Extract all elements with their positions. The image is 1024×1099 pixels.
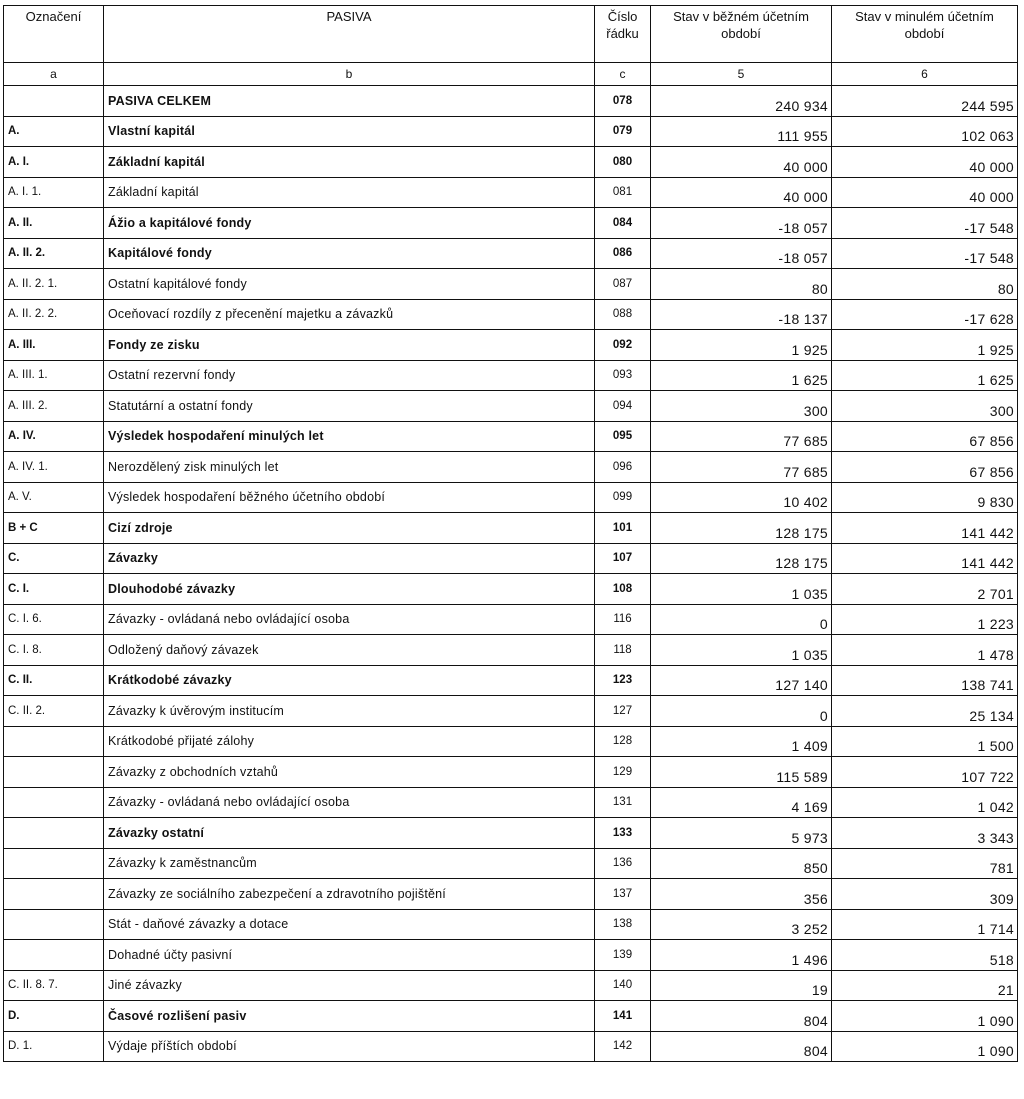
row-name: Fondy ze zisku — [104, 330, 595, 361]
row-previous-value: 1 478 — [832, 635, 1018, 666]
row-code: A. I. — [4, 147, 104, 178]
table-row — [4, 299, 1018, 330]
row-current-value: 10 402 — [651, 482, 832, 513]
row-code: C. I. — [4, 574, 104, 605]
table-row — [4, 1001, 1018, 1032]
row-code: B + C — [4, 513, 104, 544]
table-row — [4, 330, 1018, 361]
row-code: A. — [4, 116, 104, 147]
row-name: Výsledek hospodaření minulých let — [104, 421, 595, 452]
table-row — [4, 940, 1018, 971]
table-row — [4, 604, 1018, 635]
header-sub-6: 6 — [832, 63, 1018, 86]
row-number: 094 — [595, 391, 651, 422]
row-number: 079 — [595, 116, 651, 147]
row-name: Výsledek hospodaření běžného účetního období — [104, 482, 595, 513]
row-number: 086 — [595, 238, 651, 269]
row-previous-value: 1 500 — [832, 726, 1018, 757]
row-previous-value: 1 090 — [832, 1031, 1018, 1062]
table-row — [4, 116, 1018, 147]
table-row — [4, 543, 1018, 574]
row-current-value: 40 000 — [651, 147, 832, 178]
table-row — [4, 482, 1018, 513]
row-name: Statutární a ostatní fondy — [104, 391, 595, 422]
row-name: Závazky - ovládaná nebo ovládající osoba — [104, 604, 595, 635]
row-name: Ostatní kapitálové fondy — [104, 269, 595, 300]
row-current-value: 4 169 — [651, 787, 832, 818]
row-code — [4, 86, 104, 117]
row-number: 088 — [595, 299, 651, 330]
row-code: D. 1. — [4, 1031, 104, 1062]
row-number: 123 — [595, 665, 651, 696]
row-previous-value: 141 442 — [832, 543, 1018, 574]
table-row — [4, 86, 1018, 117]
row-code: A. IV. — [4, 421, 104, 452]
row-current-value: 128 175 — [651, 513, 832, 544]
row-previous-value: 25 134 — [832, 696, 1018, 727]
row-current-value: -18 057 — [651, 238, 832, 269]
row-number: 092 — [595, 330, 651, 361]
row-name: Cizí zdroje — [104, 513, 595, 544]
table-row — [4, 208, 1018, 239]
table-row — [4, 970, 1018, 1001]
row-current-value: 804 — [651, 1031, 832, 1062]
row-name: Závazky - ovládaná nebo ovládající osoba — [104, 787, 595, 818]
table-row — [4, 848, 1018, 879]
row-current-value: 115 589 — [651, 757, 832, 788]
row-current-value: 1 496 — [651, 940, 832, 971]
row-name: Dohadné účty pasivní — [104, 940, 595, 971]
row-code: C. II. — [4, 665, 104, 696]
row-number: 137 — [595, 879, 651, 910]
row-previous-value: 21 — [832, 970, 1018, 1001]
table-row — [4, 726, 1018, 757]
table-row — [4, 360, 1018, 391]
row-code: A. V. — [4, 482, 104, 513]
row-number: 087 — [595, 269, 651, 300]
row-name: Základní kapitál — [104, 147, 595, 178]
row-previous-value: 138 741 — [832, 665, 1018, 696]
row-number: 084 — [595, 208, 651, 239]
row-previous-value: 1 223 — [832, 604, 1018, 635]
row-number: 116 — [595, 604, 651, 635]
row-code — [4, 879, 104, 910]
row-name: Závazky — [104, 543, 595, 574]
row-current-value: 0 — [651, 696, 832, 727]
row-current-value: 111 955 — [651, 116, 832, 147]
row-code — [4, 848, 104, 879]
row-name: Vlastní kapitál — [104, 116, 595, 147]
row-name: Nerozdělený zisk minulých let — [104, 452, 595, 483]
row-previous-value: 40 000 — [832, 177, 1018, 208]
row-previous-value: 518 — [832, 940, 1018, 971]
row-name: Základní kapitál — [104, 177, 595, 208]
row-name: Časové rozlišení pasiv — [104, 1001, 595, 1032]
row-code — [4, 757, 104, 788]
row-number: 141 — [595, 1001, 651, 1032]
row-name: Závazky z obchodních vztahů — [104, 757, 595, 788]
table-row — [4, 421, 1018, 452]
row-number: 081 — [595, 177, 651, 208]
row-current-value: 1 035 — [651, 574, 832, 605]
row-code: C. II. 8. 7. — [4, 970, 104, 1001]
row-previous-value: 67 856 — [832, 421, 1018, 452]
row-number: 093 — [595, 360, 651, 391]
row-previous-value: 9 830 — [832, 482, 1018, 513]
table-body — [4, 86, 1018, 1062]
row-number: 107 — [595, 543, 651, 574]
row-name: Krátkodobé závazky — [104, 665, 595, 696]
row-name: Dlouhodobé závazky — [104, 574, 595, 605]
header-oznaceni: Označení — [4, 6, 104, 63]
row-previous-value: 781 — [832, 848, 1018, 879]
row-code: A. III. 1. — [4, 360, 104, 391]
header-sub-c: c — [595, 63, 651, 86]
row-name: Krátkodobé přijaté zálohy — [104, 726, 595, 757]
row-number: 101 — [595, 513, 651, 544]
header-sub-5: 5 — [651, 63, 832, 86]
row-previous-value: 3 343 — [832, 818, 1018, 849]
row-name: Ážio a kapitálové fondy — [104, 208, 595, 239]
row-previous-value: 300 — [832, 391, 1018, 422]
row-number: 133 — [595, 818, 651, 849]
row-number: 138 — [595, 909, 651, 940]
table-row — [4, 177, 1018, 208]
row-current-value: 1 625 — [651, 360, 832, 391]
table-row — [4, 757, 1018, 788]
row-previous-value: -17 548 — [832, 238, 1018, 269]
row-current-value: -18 057 — [651, 208, 832, 239]
row-previous-value: 244 595 — [832, 86, 1018, 117]
row-current-value: 356 — [651, 879, 832, 910]
row-current-value: 1 925 — [651, 330, 832, 361]
row-name: Závazky k úvěrovým institucím — [104, 696, 595, 727]
row-current-value: 128 175 — [651, 543, 832, 574]
table-row — [4, 147, 1018, 178]
row-code: A. III. — [4, 330, 104, 361]
row-code — [4, 818, 104, 849]
row-previous-value: 1 090 — [832, 1001, 1018, 1032]
table-row — [4, 818, 1018, 849]
row-code: A. II. 2. 2. — [4, 299, 104, 330]
row-current-value: 300 — [651, 391, 832, 422]
row-code: A. II. 2. — [4, 238, 104, 269]
row-number: 128 — [595, 726, 651, 757]
row-code: C. I. 8. — [4, 635, 104, 666]
row-number: 096 — [595, 452, 651, 483]
row-code: A. II. 2. 1. — [4, 269, 104, 300]
row-number: 131 — [595, 787, 651, 818]
row-number: 136 — [595, 848, 651, 879]
row-number: 140 — [595, 970, 651, 1001]
row-current-value: 804 — [651, 1001, 832, 1032]
header-bezne-obdobi: Stav v běžném účetním období — [651, 6, 832, 63]
row-previous-value: 1 925 — [832, 330, 1018, 361]
row-code: A. II. — [4, 208, 104, 239]
row-previous-value: 102 063 — [832, 116, 1018, 147]
table-row — [4, 513, 1018, 544]
row-number: 078 — [595, 86, 651, 117]
row-code — [4, 787, 104, 818]
row-current-value: 19 — [651, 970, 832, 1001]
table-row — [4, 696, 1018, 727]
row-number: 108 — [595, 574, 651, 605]
row-previous-value: 67 856 — [832, 452, 1018, 483]
row-previous-value: 1 714 — [832, 909, 1018, 940]
row-code: A. IV. 1. — [4, 452, 104, 483]
table-row — [4, 238, 1018, 269]
row-code — [4, 940, 104, 971]
row-name: Kapitálové fondy — [104, 238, 595, 269]
table-row — [4, 574, 1018, 605]
table-row — [4, 269, 1018, 300]
row-current-value: 80 — [651, 269, 832, 300]
row-current-value: 127 140 — [651, 665, 832, 696]
row-previous-value: 2 701 — [832, 574, 1018, 605]
row-current-value: 77 685 — [651, 452, 832, 483]
row-code: C. — [4, 543, 104, 574]
row-previous-value: 107 722 — [832, 757, 1018, 788]
row-current-value: 850 — [651, 848, 832, 879]
header-sub-b: b — [104, 63, 595, 86]
header-sub-a: a — [4, 63, 104, 86]
row-number: 099 — [595, 482, 651, 513]
row-code: A. I. 1. — [4, 177, 104, 208]
row-code: A. III. 2. — [4, 391, 104, 422]
row-number: 080 — [595, 147, 651, 178]
row-previous-value: 40 000 — [832, 147, 1018, 178]
row-previous-value: -17 548 — [832, 208, 1018, 239]
table-row — [4, 909, 1018, 940]
row-current-value: 0 — [651, 604, 832, 635]
row-number: 127 — [595, 696, 651, 727]
row-current-value: 240 934 — [651, 86, 832, 117]
row-code: C. I. 6. — [4, 604, 104, 635]
row-number: 095 — [595, 421, 651, 452]
row-previous-value: 1 042 — [832, 787, 1018, 818]
row-name: Výdaje příštích období — [104, 1031, 595, 1062]
row-name: Oceňovací rozdíly z přecenění majetku a závazků — [104, 299, 595, 330]
row-code: D. — [4, 1001, 104, 1032]
row-number: 139 — [595, 940, 651, 971]
table-row — [4, 665, 1018, 696]
table-row — [4, 787, 1018, 818]
row-current-value: 1 035 — [651, 635, 832, 666]
row-current-value: 77 685 — [651, 421, 832, 452]
row-current-value: 3 252 — [651, 909, 832, 940]
row-previous-value: 1 625 — [832, 360, 1018, 391]
row-name: Stát - daňové závazky a dotace — [104, 909, 595, 940]
header-pasiva: PASIVA — [104, 6, 595, 63]
row-name: Odložený daňový závazek — [104, 635, 595, 666]
row-name: PASIVA CELKEM — [104, 86, 595, 117]
row-previous-value: 309 — [832, 879, 1018, 910]
table-row — [4, 452, 1018, 483]
table-row — [4, 1031, 1018, 1062]
header-minule-obdobi: Stav v minulém účetním období — [832, 6, 1018, 63]
row-current-value: 40 000 — [651, 177, 832, 208]
row-current-value: 1 409 — [651, 726, 832, 757]
header-cislo-radku: Číslo řádku — [595, 6, 651, 63]
row-previous-value: 80 — [832, 269, 1018, 300]
row-previous-value: 141 442 — [832, 513, 1018, 544]
row-previous-value: -17 628 — [832, 299, 1018, 330]
row-name: Závazky ze sociálního zabezpečení a zdravotního pojištění — [104, 879, 595, 910]
row-number: 142 — [595, 1031, 651, 1062]
row-name: Jiné závazky — [104, 970, 595, 1001]
row-current-value: 5 973 — [651, 818, 832, 849]
row-code — [4, 726, 104, 757]
row-code — [4, 909, 104, 940]
row-name: Závazky ostatní — [104, 818, 595, 849]
table-row — [4, 391, 1018, 422]
row-name: Závazky k zaměstnancům — [104, 848, 595, 879]
row-name: Ostatní rezervní fondy — [104, 360, 595, 391]
table-row — [4, 635, 1018, 666]
row-current-value: -18 137 — [651, 299, 832, 330]
row-number: 129 — [595, 757, 651, 788]
row-code: C. II. 2. — [4, 696, 104, 727]
pasiva-table — [3, 5, 1018, 1062]
table-row — [4, 879, 1018, 910]
row-number: 118 — [595, 635, 651, 666]
